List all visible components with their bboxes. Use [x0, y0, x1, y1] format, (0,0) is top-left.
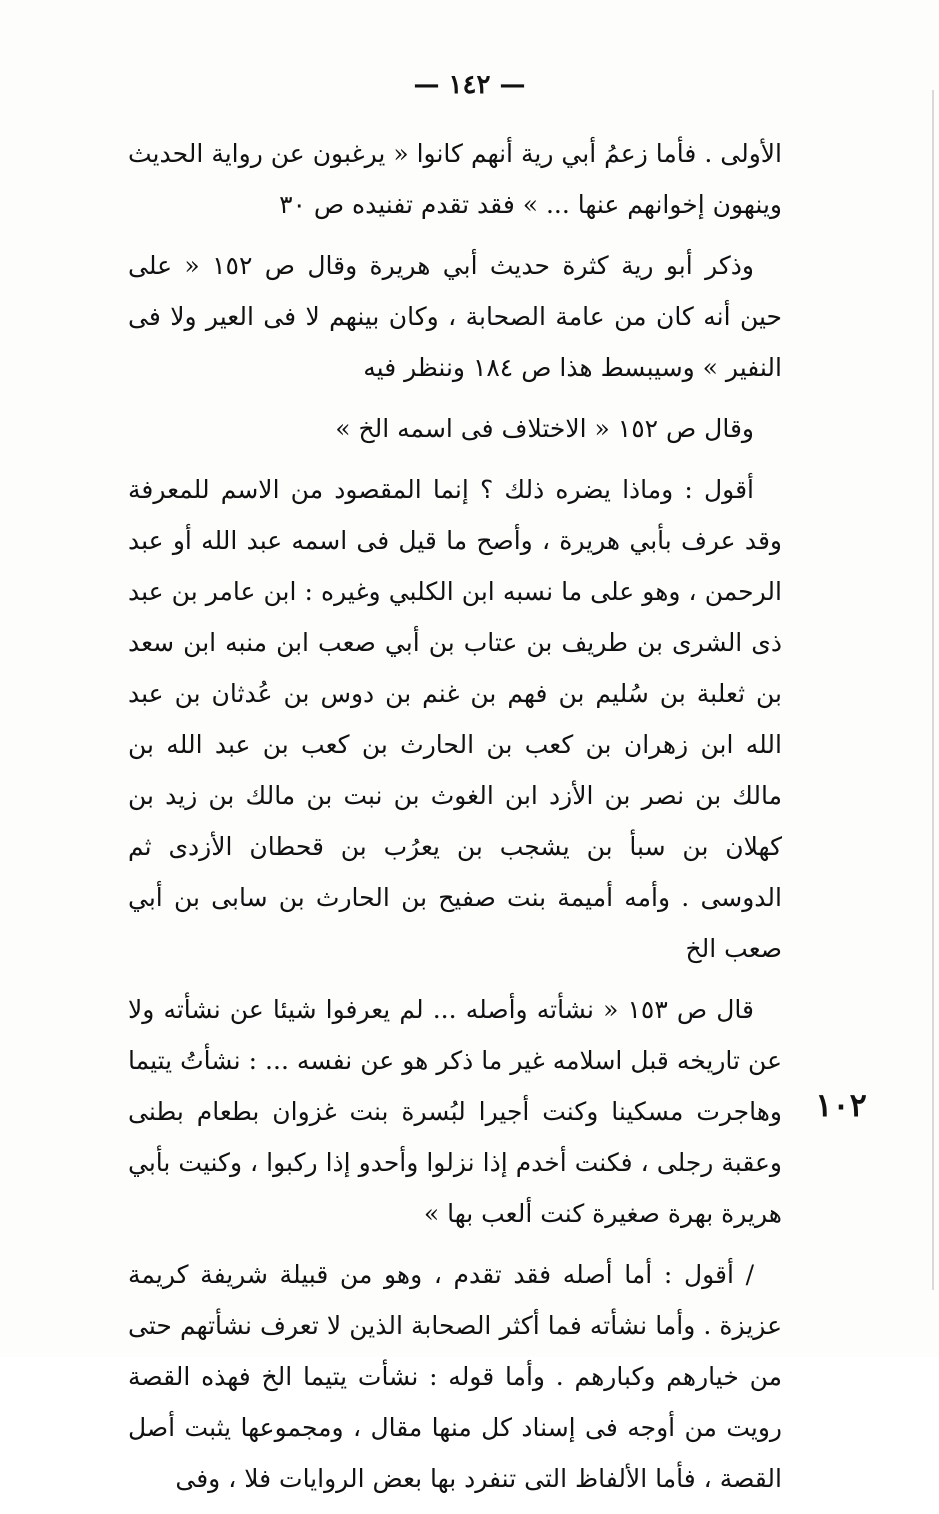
paragraph: وقال ص ١٥٢ « الاختلاف فى اسمه الخ » [335, 414, 754, 443]
page-edge-shadow [932, 90, 934, 1290]
paragraph: / أقول : أما أصله فقد تقدم ، وهو من قبيلة شريفة كريمة عزيزة . وأما نشأته فما أكثر الصحابة الذين لا تعرف نشأتهم حتى من خيارهم وكبارهم . وأما قوله : نشأت يتيما الخ فهذه القصة رويت من أوجه فى إسناد كل منها مقال ، ومجموعها يثبت أصل القصة ، فأما الألفاظ التى تنفرد بها بعض الروايات فلا ، وفى [128, 1260, 782, 1493]
paragraph: الأولى . فأما زعمُ أبي رية أنهم كانوا « يرغبون عن رواية الحديث وينهون إخوانهم عنها ... » فقد تقدم تفنيده ص ٣٠ [128, 139, 782, 219]
margin-page-reference: ١٠٢ [815, 1086, 867, 1124]
page-body [128, 128, 782, 1514]
paragraph: قال ص ١٥٣ « نشأته وأصله ... لم يعرفوا شيئا عن نشأته ولا عن تاريخه قبل اسلامه غير ما ذكر هو عن نفسه ... : نشأتُ يتيما وهاجرت مسكينا وكنت أجيرا لبُسرة بنت غزوان بطعام بطنى وعقبة رجلى ، فكنت أخدم إذا نزلوا وأحدو إذا ركبوا ، وكنيت بأبي هريرة بهرة صغيرة كنت ألعب بها » [128, 995, 782, 1228]
paragraph: وذكر أبو رية كثرة حديث أبي هريرة وقال ص ١٥٢ « على حين أنه كان من عامة الصحابة ، وكان بينهم لا فى العير ولا فى النفير » وسيبسط هذا ص ١٨٤ وننظر فيه [128, 251, 782, 382]
page-number: — ١٤٢ — [413, 70, 526, 100]
paragraph: أقول : وماذا يضره ذلك ؟ إنما المقصود من الاسم للمعرفة وقد عرف بأبي هريرة ، وأصح ما قيل فى اسمه عبد الله أو عبد الرحمن ، وهو على ما نسبه ابن الكلبي وغيره : ابن عامر بن عبد ذى الشرى بن طريف بن عتاب بن أبي صعب ابن منبه ابن سعد بن ثعلبة بن سُليم بن فهم بن غنم بن دوس بن عُدثان بن عبد الله ابن زهران بن كعب بن الحارث بن كعب بن عبد الله بن مالك بن نصر بن الأزد ابن الغوث بن نبت بن مالك بن زيد بن كهلان بن سبأ بن يشجب بن يعرُب بن قحطان الأزدى ثم الدوسى . وأمه أميمة بنت صفيح بن الحارث بن سابى بن أبي صعب الخ [128, 475, 782, 963]
